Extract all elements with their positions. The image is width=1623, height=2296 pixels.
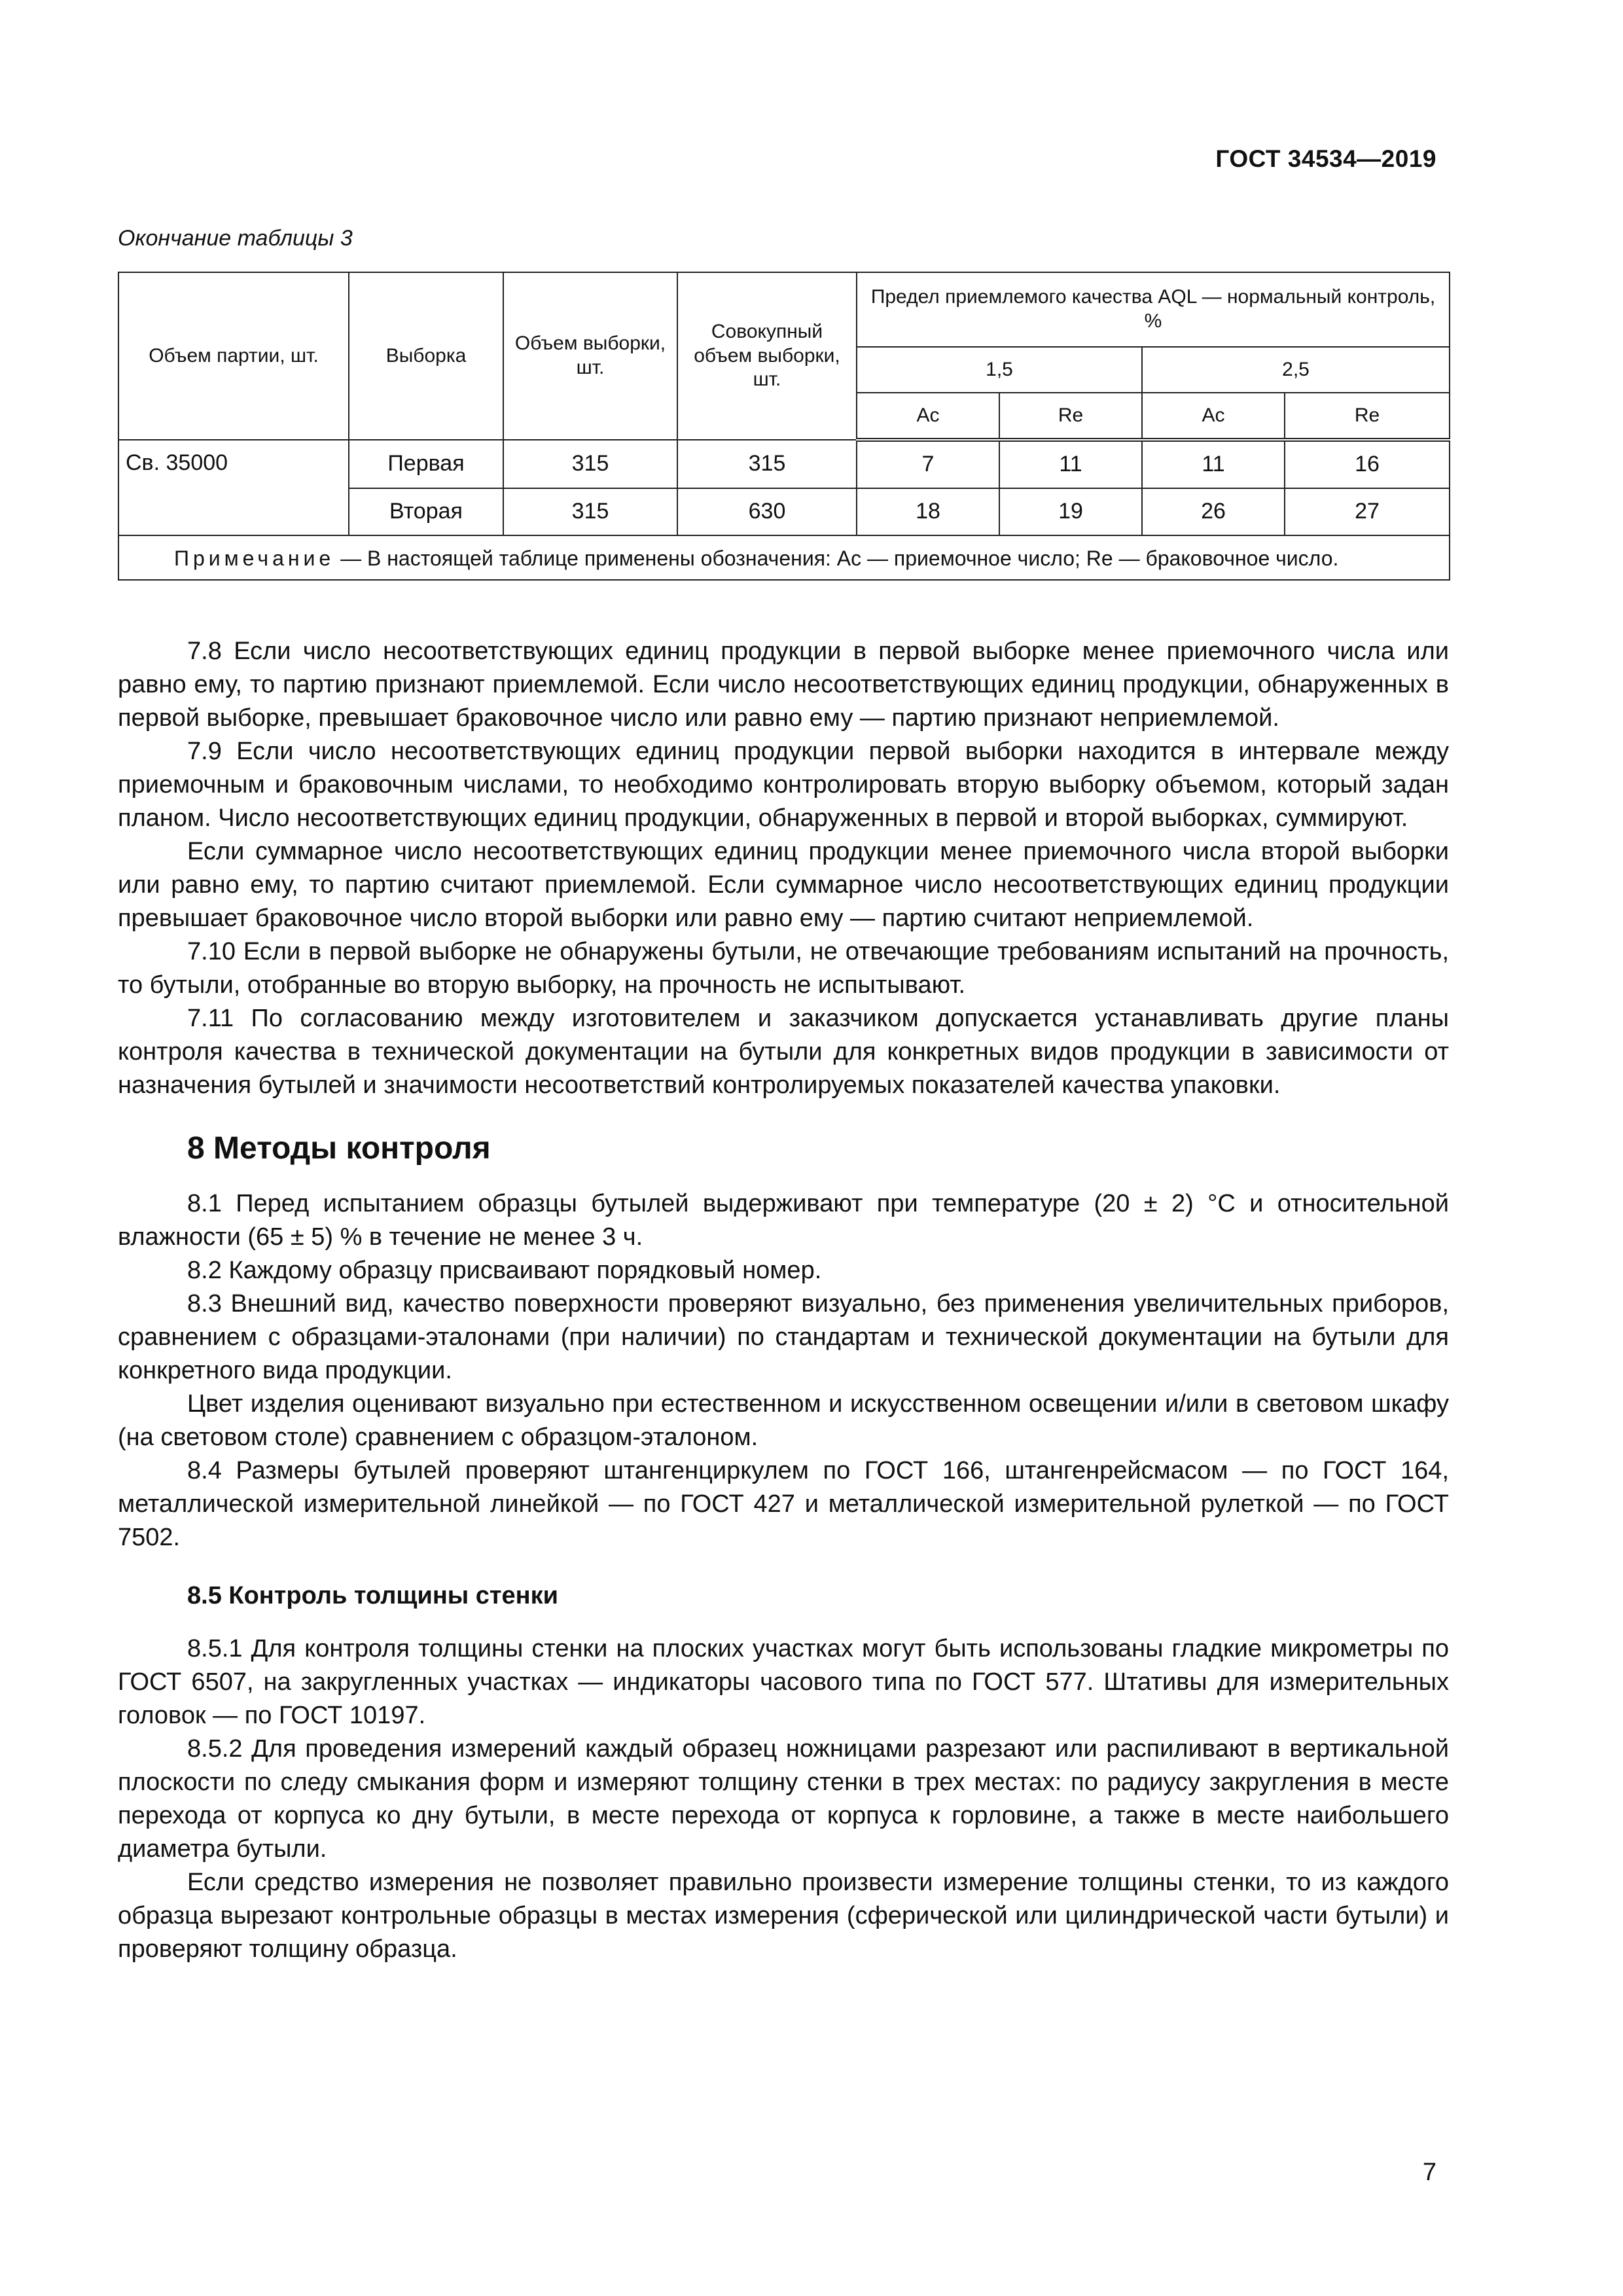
paragraph-8-5-2-continued: Если средство измерения не позволяет правильно произвести измерение толщины стенки, то из каждого образца вырезают контрольные образцы в местах измерения (сферической или цилиндрической части бутыли) и проверяют толщину образца. <box>118 1869 1449 1963</box>
paragraph-8-4: 8.4 Размеры бутылей проверяют штангенциркулем по ГОСТ 166, штангенрейсмасом — по ГОСТ 164, металлической измерительной линейкой — по ГОСТ 427 и металлической измерительной рулеткой — по ГОСТ 7502. <box>118 1457 1449 1551</box>
paragraph-7-8: 7.8 Если число несоответствующих единиц продукции в первой выборке менее приемочного числа или равно ему, то партию признают приемлемой. Если число несоответствующих единиц продукции, обнаруженных в первой выборке, превышает браковочное число или равно ему — партию признают неприемлемой. <box>118 637 1449 732</box>
table-row <box>118 440 1450 488</box>
paragraph-7-9: 7.9 Если число несоответствующих единиц продукции первой выборки находится в интервале между приемочным и браковочным числами, то необходимо контролировать вторую выборку объемом, который задан планом. Число несоответствующих единиц продукции, обнаруженных в первой и второй выборках, суммируют. <box>118 738 1449 832</box>
cell-size: 315 <box>503 440 677 488</box>
paragraph-8-1: 8.1 Перед испытанием образцы бутылей выдерживают при температуре (20 ± 2) °С и относительной влажности (65 ± 5) % в течение не менее 3 ч. <box>118 1190 1449 1251</box>
document-id-header: ГОСТ 34534—2019 <box>1215 145 1436 172</box>
cell-re-1: 11 <box>999 440 1142 488</box>
header-sample-size: Объем выборки, шт. <box>503 272 677 440</box>
header-re-2: Re <box>1285 393 1450 440</box>
cell-lot: Св. 35000 <box>118 440 349 535</box>
header-aql-1-5: 1,5 <box>857 347 1142 393</box>
header-sample: Выборка <box>349 272 503 440</box>
main-text <box>118 635 1449 1966</box>
paragraph-8-5-2: 8.5.2 Для проведения измерений каждый образец ножницами разрезают или распиливают в вертикальной плоскости по следу смыкания форм и измеряют толщину стенки в трех местах: по радиусу закругления в месте перехода от корпуса ко дну бутыли, в месте перехода от корпуса к горловине, а также в месте наибольшего диаметра бутыли. <box>118 1735 1449 1863</box>
cell-sample: Первая <box>349 440 503 488</box>
subsection-heading-8-5: 8.5 Контроль толщины стенки <box>187 1582 558 1609</box>
cell-cumulative: 630 <box>677 488 857 535</box>
cell-re-2: 27 <box>1285 488 1450 535</box>
cell-sample: Вторая <box>349 488 503 535</box>
header-ac-2: Ac <box>1142 393 1285 440</box>
table-caption: Окончание таблицы 3 <box>118 226 353 251</box>
section-heading-8: 8 Методы контроля <box>187 1131 491 1166</box>
note-text: — В настоящей таблице применены обозначения: Ac — приемочное число; Re — браковочное число. <box>334 547 1339 570</box>
cell-size: 315 <box>503 488 677 535</box>
header-ac-1: Ac <box>857 393 999 440</box>
header-aql-2-5: 2,5 <box>1142 347 1450 393</box>
cell-re-1: 19 <box>999 488 1142 535</box>
paragraph-7-11: 7.11 По согласованию между изготовителем и заказчиком допускается устанавливать другие планы контроля качества в технической документации на бутыли для конкретных видов продукции в зависимости от назначения бутылей и значимости несоответствий контролируемых показателей качества упаковки. <box>118 1005 1449 1099</box>
header-re-1: Re <box>999 393 1142 440</box>
cell-ac-1: 18 <box>857 488 999 535</box>
cell-ac-2: 11 <box>1142 440 1285 488</box>
paragraph-7-10: 7.10 Если в первой выборке не обнаружены бутыли, не отвечающие требованиям испытаний на прочность, то бутыли, отобранные во вторую выборку, на прочность не испытывают. <box>118 938 1449 999</box>
header-aql: Предел приемлемого качества AQL — нормальный контроль, % <box>857 272 1450 347</box>
note-label: Примечание <box>174 547 335 570</box>
header-cumulative: Совокупный объем выборки, шт. <box>677 272 857 440</box>
table-note-row <box>118 535 1450 580</box>
paragraph-8-3-continued: Цвет изделия оценивают визуально при естественном и искусственном освещении и/или в световом шкафу (на световом столе) сравнением с образцом-эталоном. <box>118 1390 1449 1451</box>
paragraph-7-9-continued: Если суммарное число несоответствующих единиц продукции менее приемочного числа второй выборки или равно ему, то партию считают приемлемой. Если суммарное число несоответствующих единиц продукции превышает браковочное число второй выборки или равно ему — партию считают неприемлемой. <box>118 838 1449 932</box>
cell-re-2: 16 <box>1285 440 1450 488</box>
acceptance-table <box>118 272 1450 581</box>
table-note <box>118 535 1450 580</box>
paragraph-8-3: 8.3 Внешний вид, качество поверхности проверяют визуально, без применения увеличительных приборов, сравнением с образцами-эталонами (при наличии) по стандартам и технической документации на бутыли для конкретного вида продукции. <box>118 1290 1449 1384</box>
cell-ac-2: 26 <box>1142 488 1285 535</box>
paragraph-8-2: 8.2 Каждому образцу присваивают порядковый номер. <box>187 1257 822 1284</box>
paragraph-8-5-1: 8.5.1 Для контроля толщины стенки на плоских участках могут быть использованы гладкие микрометры по ГОСТ 6507, на закругленных участках — индикаторы часового типа по ГОСТ 577. Штативы для измерительных головок — по ГОСТ 10197. <box>118 1635 1449 1729</box>
cell-cumulative: 315 <box>677 440 857 488</box>
cell-ac-1: 7 <box>857 440 999 488</box>
header-lot-size: Объем партии, шт. <box>118 272 349 440</box>
page-number: 7 <box>1422 2159 1436 2186</box>
